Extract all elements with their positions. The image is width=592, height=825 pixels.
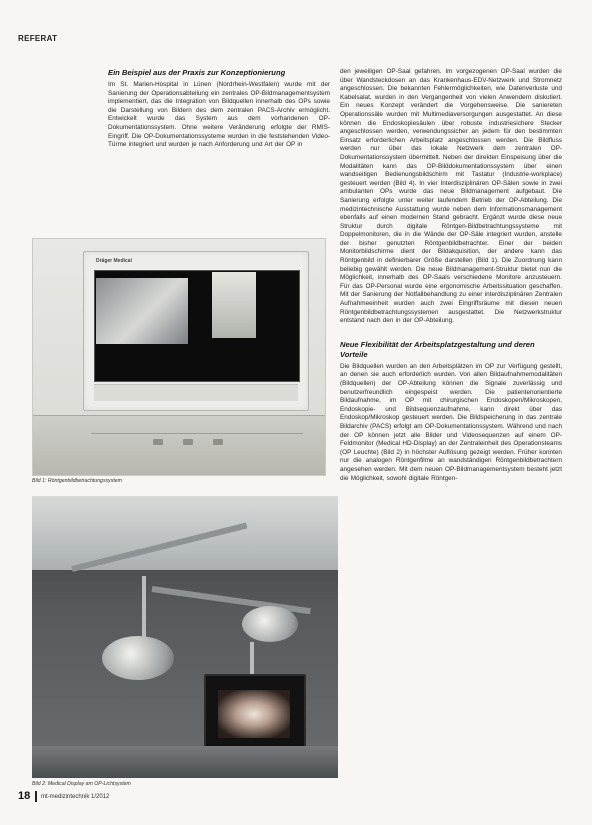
figure-xray-viewer-photo <box>32 238 326 476</box>
surgical-lamp <box>242 606 298 642</box>
wall-cabinet <box>33 415 325 476</box>
screen-image-right <box>212 272 256 338</box>
page-number: 18 <box>18 790 31 802</box>
right-column-heading: Neue Flexibilität der Arbeitsplatzgestaltung und deren Vorteile <box>340 339 535 359</box>
wall-socket <box>153 439 163 445</box>
wall-socket <box>213 439 223 445</box>
section-rubric: REFERAT <box>18 34 58 43</box>
left-text-column <box>108 68 330 150</box>
folio-divider <box>35 791 37 802</box>
monitor-arm <box>250 642 254 676</box>
surgical-lamp <box>102 636 174 680</box>
figure-2-caption: Bild 2: Medical Display am OP-Lichtsystem <box>32 781 131 787</box>
operating-table <box>32 746 338 778</box>
right-column-body-b: Die Bildquellen wurden an den Arbeitsplätzen im OP zur Verfügung gestellt, an denen sie auch erforderlich wurden. Von allen Bildaufnahmemodalitäten (Bildquellen) der OP-Abteilung können die Signale zuverlässig und benutzerfreundlich eingespeist werden. Die patientenorientierte Bildaufnahme, im OP mit chirurgischen Endoskopen/Mikroskopen, Endoskopie- und Bildsequenzaufnahme, kann direkt über das Endoskop/Mikroskop gesteuert werden. Die Bildspeicherung in das zentrale Bildarchiv (PACS) erfolgt am OP-Dokumentationssystem. Während und nach der OP können jetzt alle Bilder und Videosequenzen auf einem OP-Feldmonitor (Medical HD-Display) an der Zentraleinheit des Operationsteams (OP Leuchte) (Bild 2) in höchster Auflösung gezeigt werden. Früher konnten nur die analogen Röntgenfilme an wandständigen Röntgenbildbetrachtern angesehen werden. Mit dem neuen OP-Bildmanagementsystem besteht jetzt die Möglichkeit, sowohl digitale Röntgen- <box>340 362 562 482</box>
wall-monitor-housing <box>83 251 309 411</box>
monitor-lower-panel <box>94 384 298 401</box>
left-column-body: Im St. Marien-Hospital in Lünen (Nordrhein-Westfalen) wurde mit der Sanierung der Operationsabteilung ein zentrales OP-Bildmanagementsystem implementiert, das die Integration von Bildquellen innerhalb des OPs sowie die Darstellung von Bildern des dem zentralen PACS-Archiv ermöglicht. Entwickelt wurde das System aus dem vorhandenen OP-Dokumentationssystem. Ohne weitere Veränderung erfolgte der RMIS-Eingriff. Die OP-Dokumentationssysteme wurden in die feststehenden Video-Türme integriert und wurden je nach Anforderung und Art der OP in <box>108 81 330 149</box>
figure-1-caption: Bild 1: Röntgenbildbetrachtungssystem <box>32 478 122 484</box>
display-image <box>218 690 290 738</box>
right-column-body-a: den jeweiligen OP-Saal gefahren. Im vorgezogenen OP-Saal wurden die über Wandsteckdosen an das Krankenhaus-EDV-Netzwerk und Stromnetz angeschlossen. Die bekannten Fehlermöglichkeiten, wie Datenverluste und Kabelsalat, wurden in den Vergangenheit von vielen Anwendern diskutiert. Ein neues Konzept verändert die Vorgehensweise. Die saniereten Operationssäle wurden mit Multimediaversorgungen ausgestattet. An diese können die Endoskopiesäulen über robuste industriesichere Stecker angeschlossen werden, verwendungssicher an jedem für den bestimmten Einsatz erforderlichen Arbeitsplatz angeschlossen werden. Die Bildfluss werden nur über das lokale Netzwerk dem zentralen OP-Dokumentationssystem übermittelt. Neben der direkten Einspeisung über die Modalitäten kann das OP-Bilddokumentationssystem über einen wandseitigen Bedienungsbildschirm mit Tastatur (Industrie-workplace) gesteuert werden (Bild 4). In vier Interdisziplinären OP-Sälen sowie in zwei ambulanten OPs wurde das neue Bildmanagement aufgebaut. Die Sanierung erfolgte unter weiter laufendem Betrieb der OP-Abteilung. Die medizintechnische Ausstattung wurde neben dem Informationsmanagement ebenfalls auf einen modernen Stand gebracht. Ergänzt wurde diese neue Struktur durch digitale Röntgen-Bildbetrachtungssysteme mit Doppelmonitoren, die in die Wände der OP-Säle integriert wurden, anstelle der bisher genutzten Röntgenbildbetrachter. Einer der beiden Monitorbildschirme dient der Bildakquisition, der andere kann das Röntgenbild in definierbarer Größe darstellen (Bild 1). Die Zuordnung kann beliebig gewählt werden. Die neue Bildmanagement-Struktur bietet nun die Möglichkeit, innerhalb des OP-Saals verschiedene Monitore anzusteuern. Für das OP-Personal wurde eine ergonomische Arbeitssituation geschaffen. Mit der Sanierung der Notfallbehandlung zu einer interdisziplinären Zentralen Aufnahmeeinheit wurden auch zwei Eingriffsräume mit diesen neuen Röntgenbildbetrachtungssystemen ausgestattet. Die Netzwerkstruktur entstand nach den in der OP-Abteilung. <box>340 68 562 325</box>
figure-or-light-display-photo <box>32 496 338 778</box>
wall-socket <box>183 439 193 445</box>
publication-line: mt-medizintechnik 1/2012 <box>41 794 110 800</box>
screen-image-left <box>96 278 188 344</box>
monitor-brand-logo: Dräger Medical <box>96 258 132 264</box>
medical-hd-display <box>204 674 306 756</box>
cabinet-seam <box>91 433 303 434</box>
left-column-heading: Ein Beispiel aus der Praxis zur Konzeptionierung <box>108 68 286 77</box>
right-text-column <box>340 68 562 483</box>
or-ceiling <box>32 496 338 570</box>
